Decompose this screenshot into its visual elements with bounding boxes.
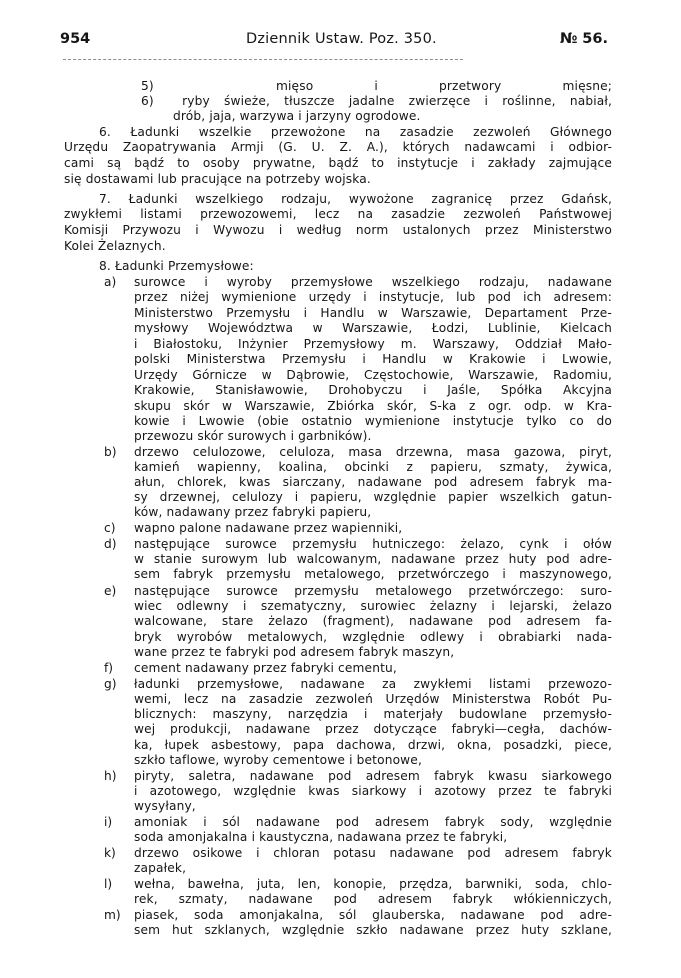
item-letter-h: h): [104, 769, 117, 783]
text-line: polski Ministerstwa Przemysłu i Handlu w Krakowie i Lwowie,: [134, 352, 612, 366]
text-line: wiec odlewny i szematyczny, surowiec żelazny i lejarski, żelazo: [134, 599, 612, 613]
item-letter-f: f): [104, 661, 114, 675]
text-line: sem fabryk przemysłu metalowego, przetwórczego i maszynowego,: [134, 567, 612, 581]
text-line: następujące surowce przemysłu hutniczego: żelazo, cynk i ołów: [134, 537, 612, 551]
text-line: surowce i wyroby przemysłowe wszelkiego rodzaju, nadawane: [134, 275, 612, 289]
text-line: 7. Ładunki wszelkiego rodzaju, wywożone zagranicę przez Gdańsk,: [99, 192, 612, 206]
text-line: i Białostoku, Inżynier Przemysłowy m. Warszawy, Oddział Mało-: [134, 337, 612, 351]
text-line: następujące surowce przemysłu metalowego przetwórczego: suro-: [134, 584, 612, 598]
item-letter-i: i): [104, 815, 113, 829]
text-line: wełna, bawełna, juta, len, konopie, przędza, barwniki, soda, chlo-: [134, 877, 612, 891]
text-line: szkło taflowe, wyroby cementowe i betonowe,: [134, 753, 422, 767]
text-line: piasek, soda amonjakalna, sól glauberska, nadawane pod adre-: [134, 908, 612, 922]
text-line: amoniak i sól nadawane pod adresem fabryk sody, względnie: [134, 815, 612, 829]
text-line: 6) ryby świeże, tłuszcze jadalne zwierzęce i roślinne, nabiał,: [141, 94, 612, 108]
issue-number: № 56.: [559, 31, 608, 47]
text-line: kamień wapienny, koalina, obcinki z papieru, szmaty, żywica,: [134, 460, 612, 474]
text-line: Urzędy Górnicze w Dąbrowie, Częstochowie, Warszawie, Radomiu,: [134, 368, 612, 382]
item-letter-g: g): [104, 677, 117, 691]
item-letter-k: k): [104, 846, 116, 860]
text-line: Krakowie, Stanisławowie, Drohobyczu i Jaśle, Spółka Akcyjna: [134, 383, 612, 397]
text-line: wysyłany,: [134, 799, 196, 813]
text-line: sy drzewnej, celulozy i papieru, względnie papier wszelkich gatun-: [134, 490, 612, 504]
text-line: zapałek,: [134, 861, 187, 875]
text-line: ka, łupek asbestowy, papa dachowa, drzwi, okna, posadzki, piece,: [134, 738, 612, 752]
item-letter-e: e): [104, 584, 117, 598]
text-line: bryk wyrobów metalowych, względnie odlewy i obrabiarki nada-: [134, 630, 612, 644]
text-line: Urzędu Zaopatrywania Armji (G. U. Z. A.), których nadawcami i odbior-: [64, 140, 612, 154]
text-line: drzewo celulozowe, celuloza, masa drzewna, masa gazowa, piryt,: [134, 445, 612, 459]
text-line: soda amonjakalna i kaustyczna, nadawana przez te fabryki,: [134, 830, 508, 844]
text-line: drób, jaja, warzywa i jarzyny ogrodowe.: [173, 109, 421, 123]
text-line: zwykłemi listami przewozowemi, lecz na zasadzie zezwoleń Państwowej: [64, 207, 612, 221]
text-line: wapno palone nadawane przez wapienniki,: [134, 521, 403, 535]
text-line: piryty, saletra, nadawane pod adresem fabryk kwasu siarkowego: [134, 769, 612, 783]
text-line: w stanie surowym lub walcowanym, nadawane przez huty pod adre-: [134, 552, 612, 566]
text-line: wemi, lecz na zasadzie zezwoleń Urzędów Ministerstwa Robót Pu-: [134, 692, 612, 706]
text-line: wej produkcji, nadawane przez dotyczące fabryki—cegła, dachów-: [134, 722, 612, 736]
item-letter-d: d): [104, 537, 117, 551]
section-heading: 8. Ładunki Przemysłowe:: [99, 259, 254, 273]
text-line: kowie i Lwowie (obie ostatnio wymienione instytucje tylko co do: [134, 414, 612, 428]
item-letter-c: c): [104, 521, 116, 535]
page-header: [60, 31, 608, 51]
text-line: przez niżej wymienione urzędy i instytucje, lub pod ich adresem:: [134, 290, 612, 304]
item-letter-m: m): [104, 908, 121, 922]
text-line: rek, szmaty, nadawane pod adresem fabryk włókienniczych,: [134, 892, 612, 906]
text-line: mysłowy Województwa w Warszawie, Łodzi, Lublinie, Kielcach: [134, 321, 612, 335]
text-line: przewozu skór surowych i garbników).: [134, 429, 372, 443]
text-line: ładunki przemysłowe, nadawane za zwykłemi listami przewozo-: [134, 677, 612, 691]
page-number: 954: [60, 31, 91, 47]
journal-title: Dziennik Ustaw. Poz. 350.: [246, 31, 437, 47]
header-rule: [63, 59, 463, 60]
text-line: walcowane, stare żelazo (fragment), nadawane pod adresem fa-: [134, 614, 612, 628]
text-line: Kolei Żelaznych.: [64, 239, 166, 253]
text-line: drzewo osikowe i chloran potasu nadawane pod adresem fabryk: [134, 846, 612, 860]
text-line: ków, nadawany przez fabryki papieru,: [134, 505, 372, 519]
item-letter-a: a): [104, 275, 117, 289]
text-line: ałun, chlorek, kwas siarczany, nadawane pod adresem fabryk ma-: [134, 475, 612, 489]
text-line: Komisji Przywozu i Wywozu i według norm ustalonych przez Ministerstwo: [64, 223, 612, 237]
text-line: 6. Ładunki wszelkie przewożone na zasadzie zezwoleń Głównego: [99, 125, 612, 139]
text-line: cement nadawany przez fabryki cementu,: [134, 661, 397, 675]
text-line: i azotowego, względnie kwas siarkowy i azotowy przez te fabryki: [134, 784, 612, 798]
text-line: cami są bądź to osoby prywatne, bądź to instytucje i zakłady zajmujące: [64, 156, 612, 170]
item-letter-b: b): [104, 445, 117, 459]
text-line: 5) mięso i przetwory mięsne;: [141, 79, 612, 93]
text-line: sem hut szklanych, względnie szkło nadawane przez huty szklane,: [134, 923, 612, 937]
text-line: Ministerstwo Przemysłu i Handlu w Warszawie, Departament Prze-: [134, 306, 612, 320]
text-line: skupu skór w Warszawie, Zbiórka skór, S-ka z ogr. odp. w Kra-: [134, 399, 612, 413]
text-line: wane przez te fabryki pod adresem fabryk maszyn,: [134, 645, 455, 659]
text-line: się dostawami lub pracujące na potrzeby wojska.: [64, 172, 371, 186]
item-letter-l: l): [104, 877, 113, 891]
text-line: blicznych: maszyny, narzędzia i materjały budowlane przemysło-: [134, 707, 612, 721]
